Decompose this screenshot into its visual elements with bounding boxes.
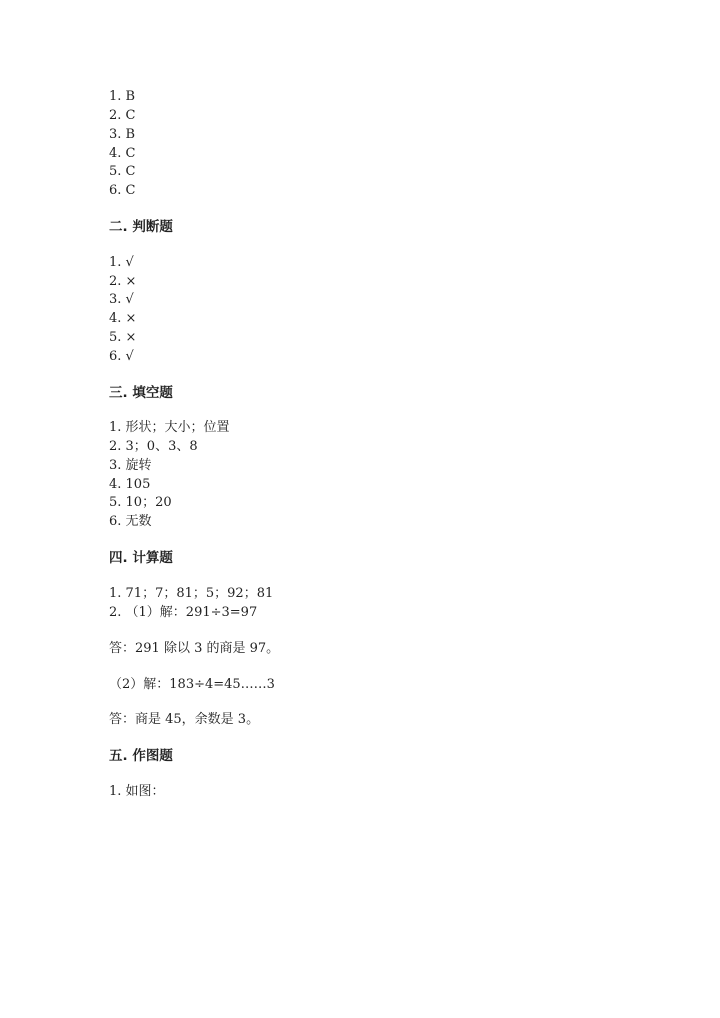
choice-answer-2: 2. C xyxy=(109,108,136,123)
section-heading-drawing: 五. 作图题 xyxy=(109,748,173,764)
judgment-answer-6: 6. √ xyxy=(109,349,134,364)
calc-answer-2: 2. （1）解：291÷3=97 xyxy=(109,605,258,620)
drawing-answer-1: 1. 如图： xyxy=(109,784,165,799)
section-heading-fill-blank: 三. 填空题 xyxy=(109,385,173,401)
judgment-answer-5: 5. × xyxy=(109,330,137,345)
section-heading-judgment: 二. 判断题 xyxy=(109,219,173,235)
judgment-answer-4: 4. × xyxy=(109,311,137,326)
choice-answer-4: 4. C xyxy=(109,146,136,161)
section-heading-calculation: 四. 计算题 xyxy=(109,550,173,566)
choice-answer-6: 6. C xyxy=(109,183,136,198)
judgment-answer-3: 3. √ xyxy=(109,292,134,307)
choice-answer-3: 3. B xyxy=(109,127,136,142)
fill-answer-4: 4. 105 xyxy=(109,477,151,492)
fill-answer-2: 2. 3；0、3、8 xyxy=(109,439,198,454)
fill-answer-3: 3. 旋转 xyxy=(109,458,152,473)
choice-answer-5: 5. C xyxy=(109,164,136,179)
fill-answer-6: 6. 无数 xyxy=(109,514,152,529)
calc-answer-2-part2: （2）解：183÷4=45……3 xyxy=(109,677,275,692)
calc-answer-1: 1. 71；7；81；5；92；81 xyxy=(109,586,274,601)
judgment-answer-1: 1. √ xyxy=(109,255,134,270)
choice-answer-1: 1. B xyxy=(109,89,136,104)
fill-answer-1: 1. 形状；大小；位置 xyxy=(109,420,230,435)
calc-answer-1-conclusion: 答：291 除以 3 的商是 97。 xyxy=(109,641,280,656)
fill-answer-5: 5. 10；20 xyxy=(109,495,172,510)
judgment-answer-2: 2. × xyxy=(109,274,137,289)
calc-answer-2-conclusion: 答：商是 45，余数是 3。 xyxy=(109,712,260,727)
